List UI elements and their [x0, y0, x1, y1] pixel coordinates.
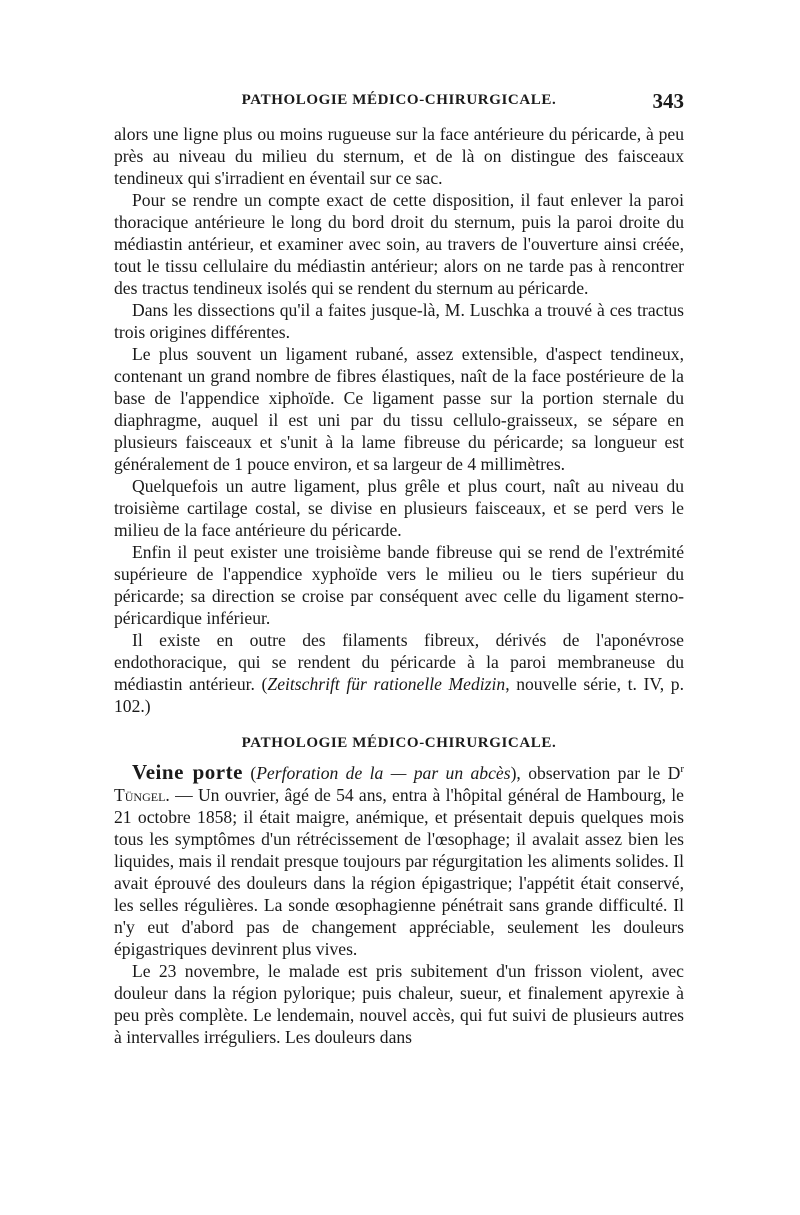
paragraph: Le plus souvent un ligament rubané, assez extensible, d'aspect tendineux, contenant un grand nombre de fibres élastiques, naît de la face postérieure de la base de l'appendice xiphoïde. Ce ligament passe sur la portion sternale du diaphragme, auquel il est uni par du tissu cellulo-graisseux, se sépare en plusieurs faisceaux et s'unit à la lame fibreuse du péricarde; sa longueur est généralement de 1 pouce environ, et sa largeur de 4 millimètres.: [114, 344, 684, 474]
paragraph: alors une ligne plus ou moins rugueuse sur la face antérieure du péricarde, à peu près au niveau du milieu du sternum, et de là on distingue des faisceaux tendineux qui s'irradient en éventail sur ce sac.: [114, 124, 684, 188]
entry-title: Veine porte: [132, 760, 243, 784]
entry-attribution: ), observation par le: [510, 763, 668, 783]
body-text: [114, 123, 684, 1048]
paren-open: (: [242, 763, 257, 783]
paragraph: Le 23 novembre, le malade est pris subitement d'un frisson violent, avec douleur dans la région pylorique; puis chaleur, sueur, et finalement apyrexie à peu près complète. Le lendemain, nouvel accès, qui fut suivi de plusieurs autres à intervalles irréguliers. Les douleurs dans: [114, 961, 684, 1047]
running-head-title: PATHOLOGIE MÉDICO-CHIRURGICALE.: [241, 92, 557, 108]
doctor-prefix: D: [667, 763, 681, 783]
citation-reference: , nouvelle série, t. IV, p. 102.): [114, 674, 684, 716]
paragraph: Pour se rendre un compte exact de cette disposition, il faut enlever la paroi thoracique antérieure le long du bord droit du sternum, puis la paroi droite du médiastin antérieur, et examiner avec soin, au travers de l'ouverture ainsi créée, tout le tissu cellulaire du médiastin antérieur; alors on ne tarde pas à rencontrer des tractus tendineux isolés qui se rendent du sternum au péricarde.: [114, 190, 684, 298]
paragraph-citation: [114, 629, 684, 717]
entry-text: — Un ouvrier, âgé de 54 ans, entra à l'hôpital général de Hambourg, le 21 octobre 1858; il était maigre, anémique, et présentait depuis quelques mois tous les symptômes d'un rétrécissement de l'œsophage; il avalait assez bien les liquides, mais il rendait presque toujours par régurgitation les aliments solides. Il avait éprouvé des douleurs dans la région épigastrique; l'appétit était conservé, les selles régulières. La sonde œsophagienne pénétrait sans grande difficulté. Il n'y eut d'abord pas de changement appréciable, seulement les douleurs épigastriques devinrent plus vives.: [114, 785, 684, 959]
entry-author: Tüngel.: [114, 785, 170, 805]
paragraph: Quelquefois un autre ligament, plus grêle et plus court, naît au niveau du troisième cartilage costal, se divise en plusieurs faisceaux, et se perd vers le milieu de la face antérieure du péricarde.: [114, 476, 684, 540]
journal-title: Zeitschrift für rationelle Medizin: [267, 674, 506, 694]
entry-paragraph: [114, 761, 684, 960]
paragraph: Dans les dissections qu'il a faites jusque-là, M. Luschka a trouvé à ces tractus trois origines différentes.: [114, 300, 684, 342]
section-title: PATHOLOGIE MÉDICO-CHIRURGICALE.: [241, 735, 557, 751]
entry-subtitle: Perforation de la — par un abcès: [256, 763, 511, 783]
page-number: 343: [652, 89, 684, 113]
doctor-superscript: r: [680, 763, 684, 776]
running-head: [114, 89, 684, 118]
citation-lead-text: Il existe en outre des filaments fibreux, dérivés de l'aponévrose endothoracique, qui se rendent du péricarde à la paroi membraneuse du médiastin antérieur. (: [114, 630, 684, 694]
paragraph: Enfin il peut exister une troisième bande fibreuse qui se rend de l'extrémité supérieure de l'appendice xyphoïde vers le milieu ou le tiers supérieur du péricarde; sa direction se croise par conséquent avec celle du ligament sterno-péricardique inférieur.: [114, 542, 684, 628]
